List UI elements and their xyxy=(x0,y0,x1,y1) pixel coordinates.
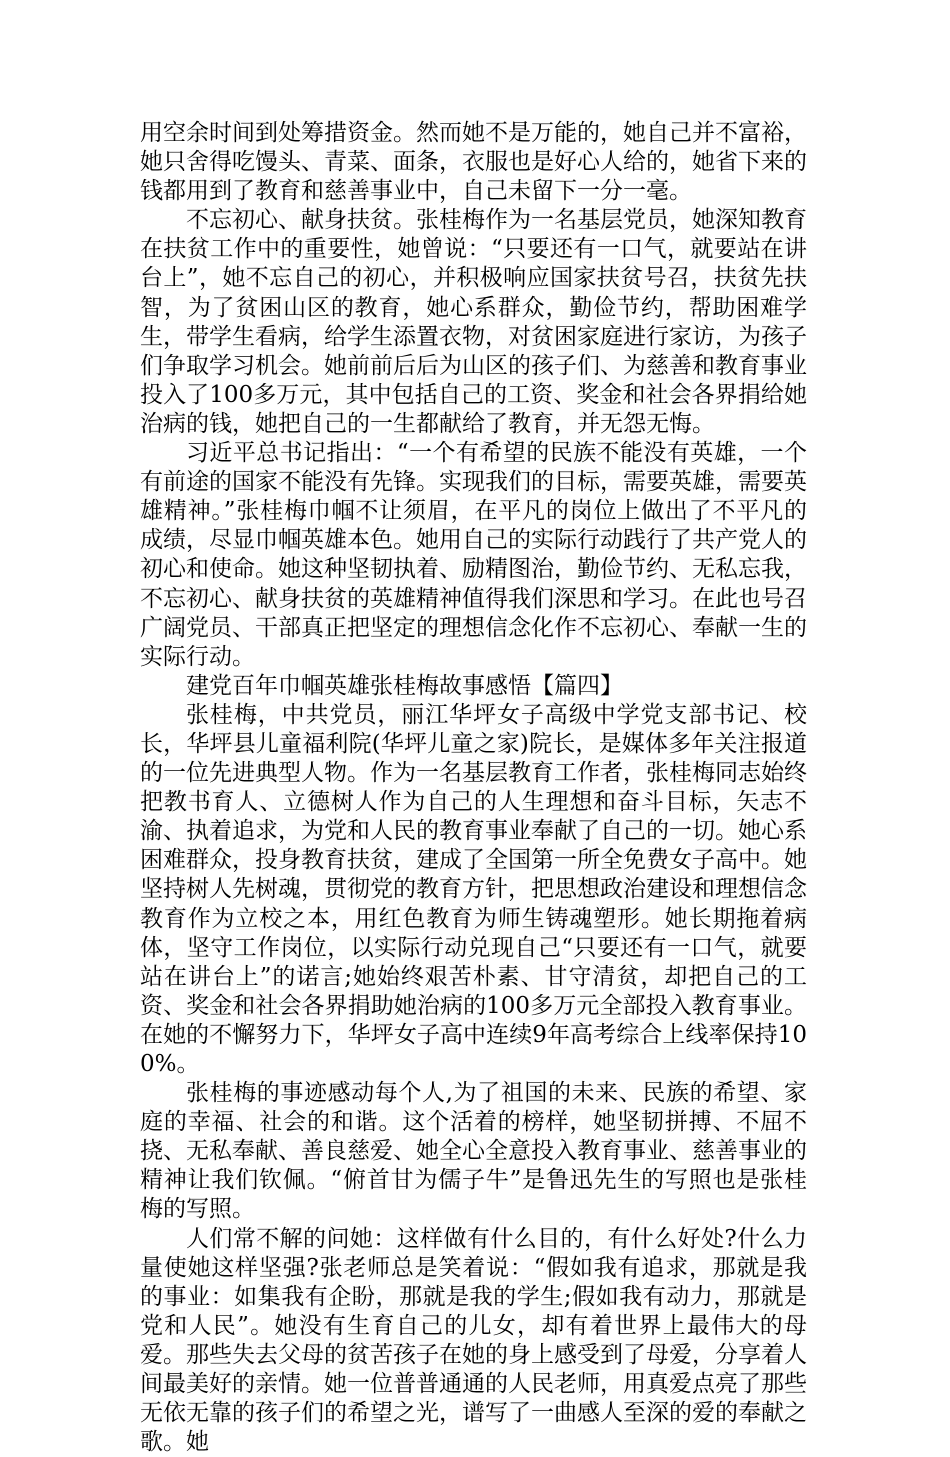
paragraph-motherly-love: 人们常不解的问她：这样做有什么目的，有什么好处?什么力量使她这样坚强?张老师总是笑着说：“假如我有追求，那就是我的事业：如集我有企盼，那就是我的学生;假如我有动力，那就是党和人民”。她没有生育自己的儿女，却有着世界上最伟大的母爱。那些失去父母的贫苦孩子在她的身上感受到了母爱，分享着人间最美好的亲情。她一位普普通通的人民老师，用真爱点亮了那些无依无靠的孩子们的希望之光，谱写了一曲感人至深的爱的奉献之歌。她 xyxy=(140,1225,807,1456)
document-page xyxy=(140,119,807,1457)
paragraph-poverty-alleviation: 不忘初心、献身扶贫。张桂梅作为一名基层党员，她深知教育在扶贫工作中的重要性，她曾说：“只要还有一口气，就要站在讲台上”，她不忘自己的初心，并积极响应国家扶贫号召，扶贫先扶智，为了贫困山区的教育，她心系群众，勤俭节约，帮助困难学生，带学生看病，给学生添置衣物，对贫困家庭进行家访，为孩子们争取学习机会。她前前后后为山区的孩子们、为慈善和教育事业投入了100多万元，其中包括自己的工资、奖金和社会各界捐给她治病的钱，她把自己的一生都献给了教育，并无怨无悔。 xyxy=(140,207,807,437)
paragraph-heroic-spirit: 习近平总书记指出：“一个有希望的民族不能没有英雄，一个有前途的国家不能没有先锋。实现我们的目标，需要英雄，需要英雄精神。”张桂梅巾帼不让须眉，在平凡的岗位上做出了不平凡的成绩，尽显巾帼英雄本色。她用自己的实际行动践行了共产党人的初心和使命。她这种坚韧执着、励精图治，勤俭节约、无私忘我，不忘初心、献身扶贫的英雄精神值得我们深思和学习。在此也号召广阔党员、干部真正把坚定的理想信念化作不忘初心、奉献一生的实际行动。 xyxy=(140,440,807,670)
paragraph-inspiration: 张桂梅的事迹感动每个人,为了祖国的未来、民族的希望、家庭的幸福、社会的和谐。这个活着的榜样，她坚韧拼搏、不屈不挠、无私奉献、善良慈爱、她全心全意投入教育事业、慈善事业的精神让我们钦佩。“俯首甘为儒子牛”是鲁迅先生的写照也是张桂梅的写照。 xyxy=(140,1080,807,1223)
section-heading: 建党百年巾帼英雄张桂梅故事感悟【篇四】 xyxy=(186,672,623,699)
paragraph-continuation: 用空余时间到处筹措资金。然而她不是万能的，她自己并不富裕，她只舍得吃馒头、青菜、面条，衣服也是好心人给的，她省下来的钱都用到了教育和慈善事业中，自己未留下一分一毫。 xyxy=(140,120,807,205)
paragraph-biography: 张桂梅，中共党员，丽江华坪女子高级中学党支部书记、校长，华坪县儿童福利院(华坪儿童之家)院长，是媒体多年关注报道的一位先进典型人物。作为一名基层教育工作者，张桂梅同志始终把教书育人、立德树人作为自己的人生理想和奋斗目标，矢志不渝、执着追求，为党和人民的教育事业奉献了自己的一切。她心系困难群众，投身教育扶贫，建成了全国第一所全免费女子高中。她坚持树人先树魂，贯彻党的教育方针，把思想政治建设和理想信念教育作为立校之本，用红色教育为师生铸魂塑形。她长期拖着病体，坚守工作岗位，以实际行动兑现自己“只要还有一口气，就要站在讲台上”的诺言;她始终艰苦朴素、甘守清贫，却把自己的工资、奖金和社会各界捐助她治病的100多万元全部投入教育事业。在她的不懈努力下，华坪女子高中连续9年高考综合上线率保持100%。 xyxy=(140,701,807,1077)
